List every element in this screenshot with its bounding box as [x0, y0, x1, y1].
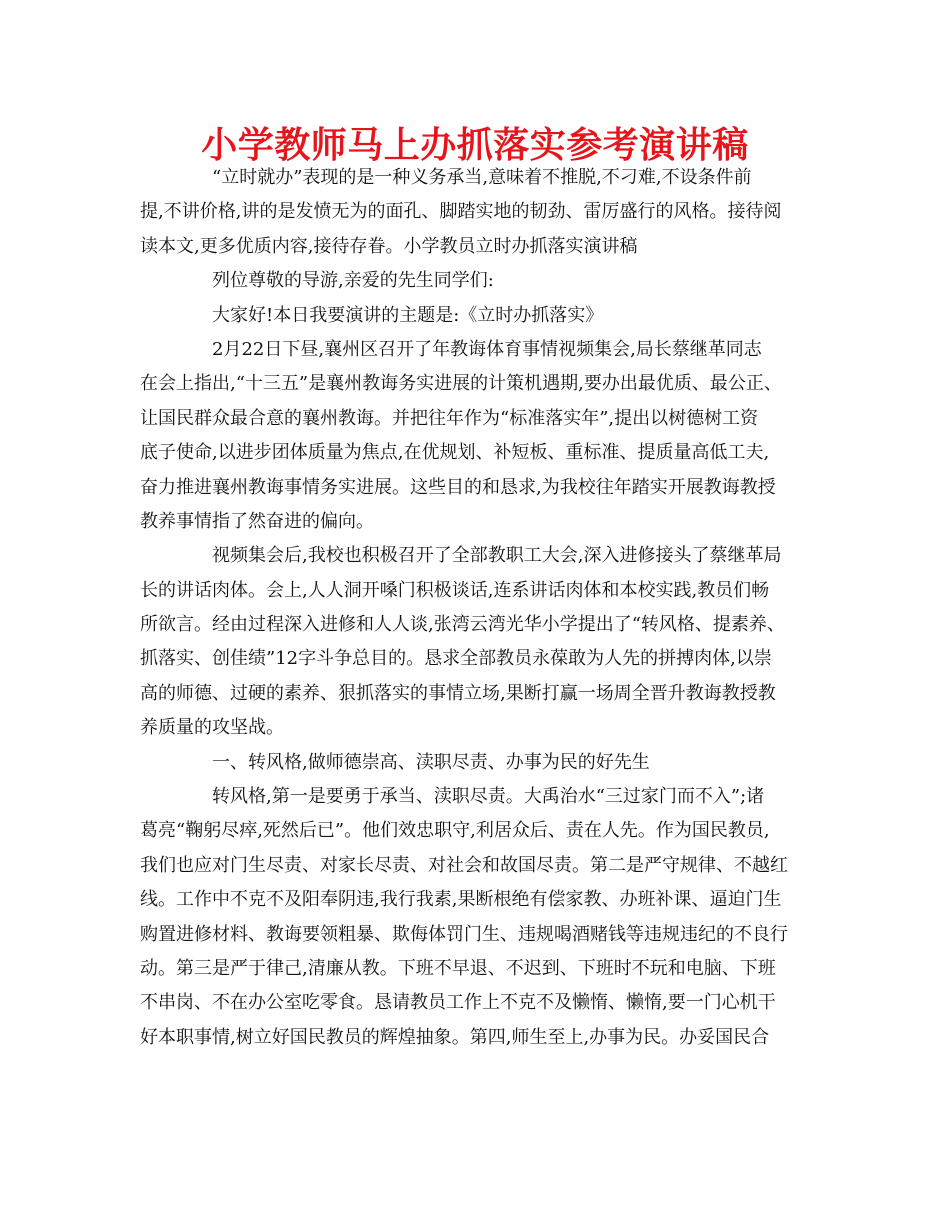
text-line: 动。第三是严于律己,清廉从教。下班不早退、不迟到、下班时不玩和电脑、下班 — [140, 957, 776, 979]
text-line: 在会上指出,“十三五”是襄州教诲务实进展的计策机遇期,要办出最优质、最公正、 — [140, 373, 782, 395]
text-line: 我们也应对门生尽责、对家长尽责、对社会和故国尽责。第二是严守规律、不越红 — [140, 854, 788, 876]
text-line: 提,不讲价格,讲的是发愤无为的面孔、脚踏实地的韧劲、雷厉盛行的风格。接待阅 — [140, 201, 782, 223]
text-line: 底子使命,以进步团体质量为焦点,在优规划、补短板、重标准、提质量高低工夫, — [140, 442, 770, 464]
section-heading: 一、转风格,做师德崇高、渎职尽责、办事为民的好先生 — [212, 751, 650, 773]
document-title: 小学教师马上办抓落实参考演讲稿 — [201, 125, 749, 166]
text-line: 葛亮“鞠躬尽瘁,死然后已”。他们效忠职守,利居众后、责在人先。作为国民教员, — [140, 820, 770, 842]
text-line: 视频集会后,我校也积极召开了全部教职工大会,深入进修接头了蔡继革局 — [212, 545, 782, 567]
text-line: 养质量的攻坚战。 — [140, 717, 284, 739]
text-line: 读本文,更多优质内容,接待存眷。小学教员立时办抓落实演讲稿 — [140, 235, 638, 257]
text-line: 2月22日下昼,襄州区召开了年教诲体育事情视频集会,局长蔡继革同志 — [212, 338, 762, 360]
text-line: 好本职事情,树立好国民教员的辉煌抽象。第四,师生至上,办事为民。办妥国民合 — [140, 1026, 770, 1048]
text-line: 奋力推进襄州教诲事情务实进展。这些目的和恳求,为我校往年踏实开展教诲教授 — [140, 476, 776, 498]
text-line: 教养事情指了然奋进的偏向。 — [140, 510, 374, 532]
document-body — [140, 161, 815, 1055]
text-line: 让国民群众最合意的襄州教诲。并把往年作为“标准落实年”,提出以树德树工资 — [140, 407, 759, 429]
text-line: 列位尊敬的导游,亲爱的先生同学们: — [212, 270, 494, 292]
text-line: 线。工作中不克不及阳奉阴违,我行我素,果断根绝有偿家教、办班补课、逼迫门生 — [140, 889, 782, 911]
text-line: 购置进修材料、教诲要领粗暴、欺侮体罚门生、违规喝酒赌钱等违规违纪的不良行 — [140, 923, 788, 945]
text-line: 长的讲话肉体。会上,人人洞开嗓门积极谈话,连系讲话肉体和本校实践,教员们畅 — [140, 579, 770, 601]
text-line: 转风格,第一是要勇于承当、渎职尽责。大禹治水“三过家门而不入”;诸 — [212, 786, 765, 808]
text-line: 大家好!本日我要演讲的主题是:《立时办抓落实》 — [212, 304, 604, 326]
text-line: 高的师德、过硬的素养、狠抓落实的事情立场,果断打赢一场周全晋升教诲教授教 — [140, 682, 776, 704]
text-line: 抓落实、创佳绩”12字斗争总目的。恳求全部教员永葆敢为人先的拼搏肉体,以崇 — [140, 648, 772, 670]
text-line: “立时就办”表现的是一种义务承当,意味着不推脱,不刁难,不设条件前 — [212, 167, 752, 188]
text-line: 所欲言。经由过程深入进修和人人谈,张湾云湾光华小学提出了“转风格、提素养、 — [140, 614, 785, 636]
text-line: 不串岗、不在办公室吃零食。恳请教员工作上不克不及懒惰、懒惰,要一门心机干 — [140, 992, 776, 1014]
